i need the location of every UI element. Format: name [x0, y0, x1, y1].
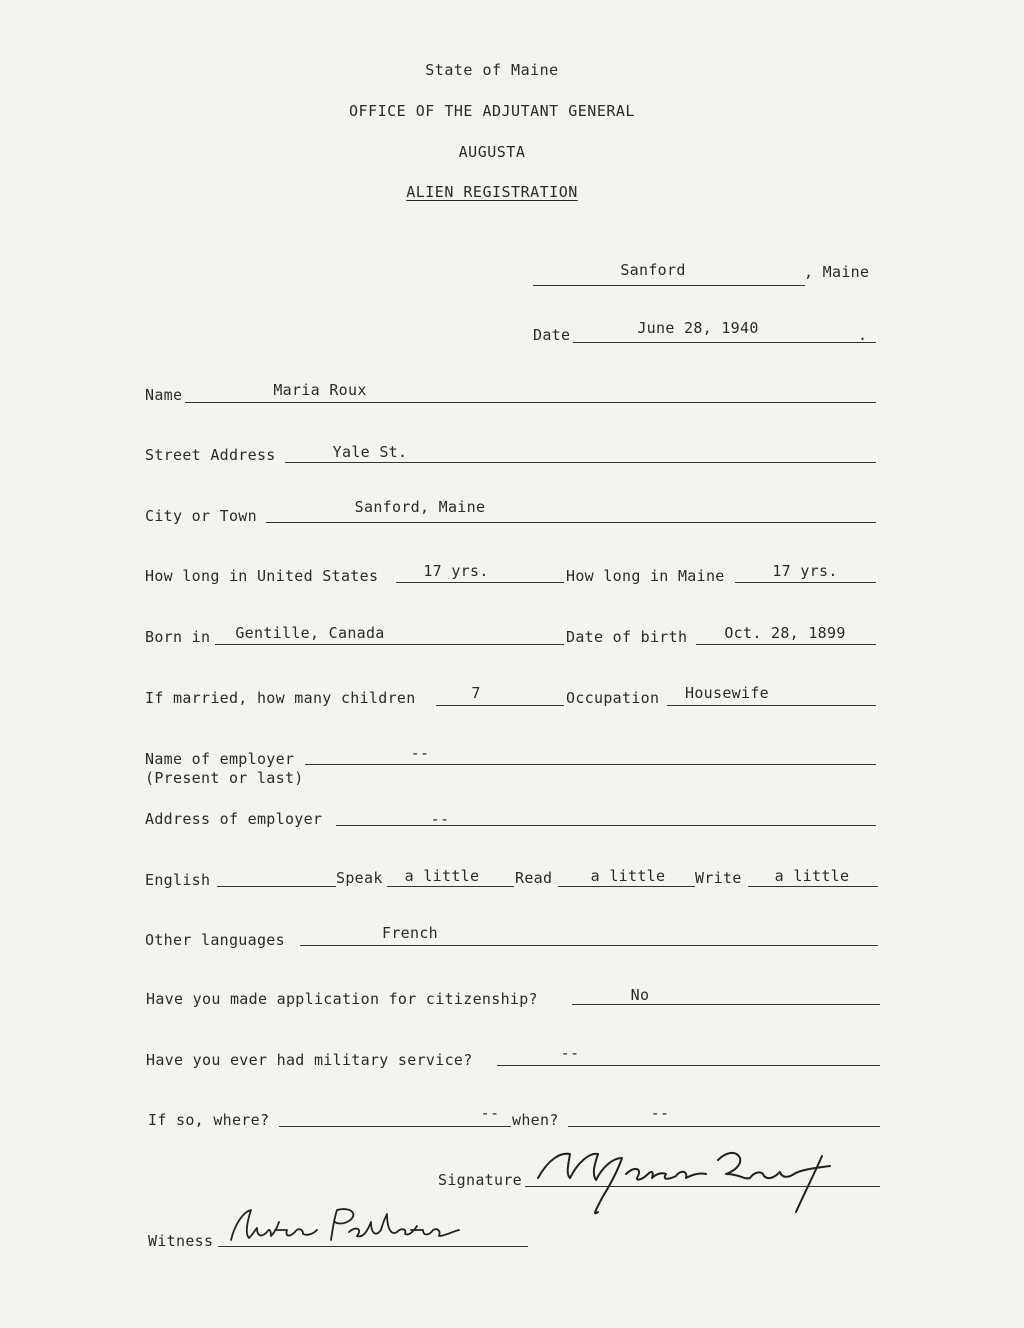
citizenship-line [572, 1004, 880, 1005]
occupation-value: Housewife [685, 684, 769, 702]
occupation-line [667, 705, 876, 706]
where-value: -- [480, 1104, 500, 1122]
date-label: Date [533, 326, 571, 344]
write-value: a little [774, 867, 850, 885]
form-title: ALIEN REGISTRATION [406, 183, 578, 201]
citizenship-value: No [630, 986, 650, 1004]
maine-duration-label: How long in Maine [566, 567, 725, 585]
city-heading: AUGUSTA [458, 143, 526, 161]
street-value: Yale St. [332, 443, 408, 461]
maine-duration-line [735, 582, 876, 583]
maine-duration-value: 17 yrs. [772, 562, 838, 580]
us-duration-value: 17 yrs. [423, 562, 489, 580]
employer-value: -- [410, 744, 430, 762]
town-value: Sanford [620, 261, 686, 279]
when-label: when? [512, 1111, 559, 1129]
born-value: Gentille, Canada [235, 624, 385, 642]
city-value: Sanford, Maine [354, 498, 486, 516]
english-label: English [145, 871, 211, 889]
us-duration-label: How long in United States [145, 567, 379, 585]
city-line [266, 522, 876, 523]
children-line [436, 705, 564, 706]
dob-label: Date of birth [566, 628, 688, 646]
state-suffix: , Maine [804, 263, 870, 281]
signature-label: Signature [438, 1171, 522, 1189]
employer-label: Name of employer [145, 750, 295, 768]
employer-line [305, 764, 876, 765]
speak-value: a little [404, 867, 480, 885]
date-value: June 28, 1940 [637, 319, 759, 337]
read-line [558, 886, 695, 887]
employer-address-label: Address of employer [145, 810, 323, 828]
when-line [568, 1126, 880, 1127]
name-value: Maria Roux [273, 381, 367, 399]
other-languages-line [300, 945, 878, 946]
us-duration-line [396, 582, 564, 583]
state-heading: State of Maine [425, 61, 559, 79]
read-value: a little [590, 867, 666, 885]
english-line [217, 886, 336, 887]
military-label: Have you ever had military service? [146, 1051, 473, 1069]
occupation-label: Occupation [566, 689, 660, 707]
witness-handwriting [225, 1200, 475, 1250]
children-label: If married, how many children [145, 689, 416, 707]
employer-address-value: -- [430, 810, 450, 828]
name-line [185, 402, 876, 403]
dob-value: Oct. 28, 1899 [724, 624, 846, 642]
born-line [215, 644, 564, 645]
children-value: 7 [471, 684, 481, 702]
speak-label: Speak [336, 869, 383, 887]
street-label: Street Address [145, 446, 276, 464]
signature-handwriting [530, 1140, 880, 1220]
military-line [497, 1065, 880, 1066]
where-line [279, 1126, 511, 1127]
town-line [533, 285, 805, 286]
city-label: City or Town [145, 507, 257, 525]
read-label: Read [515, 869, 553, 887]
other-languages-value: French [382, 924, 438, 942]
office-heading: OFFICE OF THE ADJUTANT GENERAL [349, 102, 635, 120]
speak-line [387, 886, 514, 887]
witness-label: Witness [148, 1232, 214, 1250]
date-end: . [858, 326, 868, 344]
write-line [748, 886, 878, 887]
employer-sublabel: (Present or last) [145, 769, 304, 787]
where-label: If so, where? [148, 1111, 270, 1129]
military-value: -- [560, 1044, 580, 1062]
when-value: -- [650, 1104, 670, 1122]
write-label: Write [695, 869, 742, 887]
born-label: Born in [145, 628, 211, 646]
citizenship-label: Have you made application for citizenship? [146, 990, 538, 1008]
name-label: Name [145, 386, 183, 404]
other-languages-label: Other languages [145, 931, 285, 949]
street-line [285, 462, 876, 463]
dob-line [696, 644, 876, 645]
date-line [573, 342, 876, 343]
